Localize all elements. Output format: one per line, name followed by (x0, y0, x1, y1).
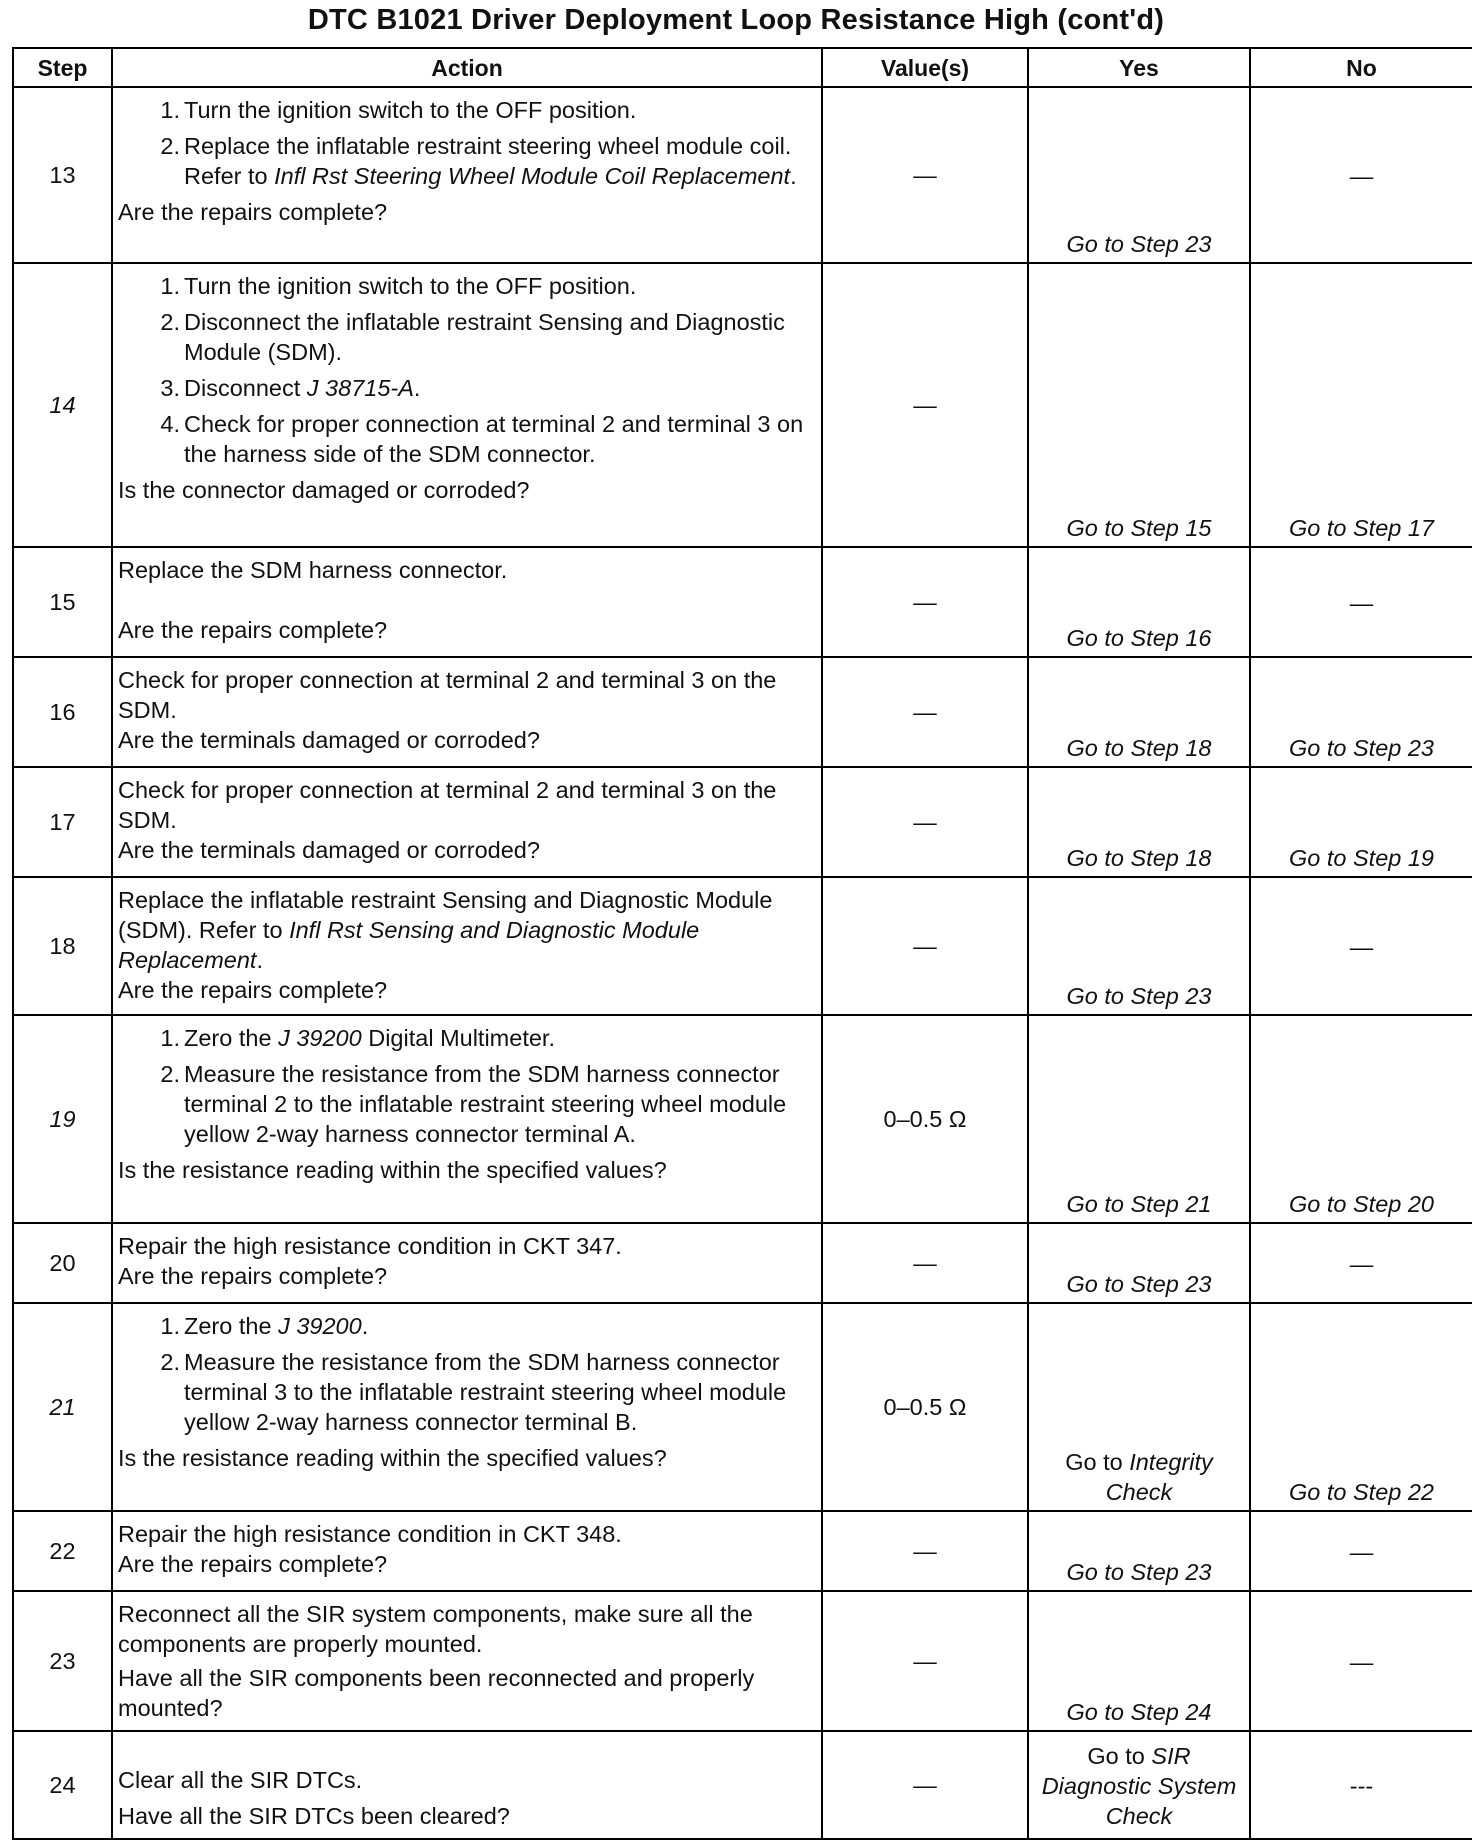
reference-link[interactable]: Integrity Check (1105, 1449, 1213, 1505)
action-cell (112, 767, 822, 877)
action-question: Is the connector damaged or corroded? (118, 477, 530, 503)
action-item: 2. Replace the inflatable restraint steering wheel module coil. Refer to Infl Rst Steering Wheel Module Coil Replacement. (160, 133, 797, 189)
step-number: 19 (13, 1015, 112, 1223)
no-cell: — (1250, 1591, 1472, 1731)
step-number: 18 (13, 877, 112, 1015)
no-cell: — (1250, 877, 1472, 1015)
action-item: 2. Measure the resistance from the SDM harness connector terminal 2 to the inflatable restraint steering wheel module yellow 2-way harness connector terminal A. (160, 1061, 787, 1147)
step-number: 13 (13, 87, 112, 263)
action-cell (112, 1223, 822, 1303)
step-number: 22 (13, 1511, 112, 1591)
yes-cell: Go to Step 23 (1028, 1223, 1250, 1303)
value-cell: — (822, 263, 1028, 547)
action-text: Replace the inflatable restraint Sensing and Diagnostic Module (SDM). Refer to (118, 887, 773, 943)
yes-cell: Go to Step 23 (1028, 87, 1250, 263)
table-row (13, 877, 1472, 1015)
action-question: Are the terminals damaged or corroded? (118, 837, 540, 863)
action-cell (112, 1303, 822, 1511)
no-cell: — (1250, 1223, 1472, 1303)
table-row (13, 1511, 1472, 1591)
yes-cell: Go to Step 16 (1028, 547, 1250, 657)
yes-cell: Go to Step 18 (1028, 657, 1250, 767)
table-row (13, 1731, 1472, 1839)
action-question: Have all the SIR DTCs been cleared? (118, 1803, 510, 1829)
table-header-row (13, 48, 1472, 87)
value-cell: 0–0.5 Ω (822, 1303, 1028, 1511)
yes-cell: Go to Step 23 (1028, 877, 1250, 1015)
action-cell: Replace the inflatable restraint Sensing and Diagnostic Module (SDM). Refer to Infl Rst Sensing and Diagnostic Module Replacement. Are the repairs complete? (112, 877, 822, 1015)
tool-reference: J 39200 (278, 1313, 362, 1339)
tool-reference: J 38715-A (306, 375, 414, 401)
action-item: 1. Zero the J 39200. (160, 1313, 369, 1339)
yes-cell: Go to Integrity Check (1028, 1303, 1250, 1511)
action-item: 2. Measure the resistance from the SDM harness connector terminal 3 to the inflatable restraint steering wheel module yellow 2-way harness connector terminal B. (160, 1349, 787, 1435)
action-item: 3. Disconnect J 38715-A. (160, 375, 421, 401)
action-cell (112, 263, 822, 547)
action-text: Repair the high resistance condition in CKT 348. (118, 1521, 622, 1547)
action-question: Are the repairs complete? (118, 617, 388, 643)
value-cell: — (822, 87, 1028, 263)
action-question: Are the repairs complete? (118, 977, 388, 1003)
reference-link[interactable]: Infl Rst Sensing and Diagnostic Module Replacement (118, 917, 700, 973)
no-cell: Go to Step 22 (1250, 1303, 1472, 1511)
step-number: 14 (13, 263, 112, 547)
table-row (13, 657, 1472, 767)
diagnostic-table (12, 47, 1472, 1840)
value-cell: — (822, 1591, 1028, 1731)
yes-cell: Go to Step 23 (1028, 1511, 1250, 1591)
table-row (13, 767, 1472, 877)
header-yes: Yes (1028, 48, 1250, 87)
header-values: Value(s) (822, 48, 1028, 87)
action-question: Is the resistance reading within the specified values? (118, 1445, 667, 1471)
step-number: 17 (13, 767, 112, 877)
yes-cell: Go to Step 18 (1028, 767, 1250, 877)
action-question: Are the repairs complete? (118, 1551, 388, 1577)
action-question: Have all the SIR components been reconnected and properly mounted? (118, 1665, 755, 1721)
yes-cell: Go to SIR Diagnostic System Check (1028, 1731, 1250, 1839)
table-row (13, 1591, 1472, 1731)
yes-cell: Go to Step 24 (1028, 1591, 1250, 1731)
action-item: 4. Check for proper connection at terminal 2 and terminal 3 on the harness side of the SDM connector. (160, 411, 804, 467)
page-title: DTC B1021 Driver Deployment Loop Resistance High (cont'd) (307, 4, 1165, 36)
action-text: Replace the SDM harness connector. (118, 557, 508, 583)
reference-link[interactable]: Infl Rst Steering Wheel Module Coil Replacement (274, 163, 791, 189)
header-step: Step (13, 48, 112, 87)
step-number: 15 (13, 547, 112, 657)
action-item: 2. Disconnect the inflatable restraint Sensing and Diagnostic Module (SDM). (160, 309, 785, 365)
value-cell: — (822, 1511, 1028, 1591)
header-action: Action (112, 48, 822, 87)
no-cell: Go to Step 20 (1250, 1015, 1472, 1223)
action-question: Are the terminals damaged or corroded? (118, 727, 540, 753)
action-cell (112, 1015, 822, 1223)
action-cell (112, 1731, 822, 1839)
action-cell (112, 547, 822, 657)
value-cell: — (822, 877, 1028, 1015)
table-row (13, 263, 1472, 547)
tool-reference: J 39200 (278, 1025, 362, 1051)
table-row (13, 87, 1472, 263)
value-cell: 0–0.5 Ω (822, 1015, 1028, 1223)
value-cell: — (822, 547, 1028, 657)
no-cell: — (1250, 547, 1472, 657)
action-text: Repair the high resistance condition in CKT 347. (118, 1233, 622, 1259)
no-cell: --- (1250, 1731, 1472, 1839)
action-cell (112, 1591, 822, 1731)
value-cell: — (822, 657, 1028, 767)
action-question: Are the repairs complete? (118, 1263, 388, 1289)
table-row (13, 1015, 1472, 1223)
action-question: Are the repairs complete? (118, 199, 388, 225)
value-cell: — (822, 767, 1028, 877)
step-number: 23 (13, 1591, 112, 1731)
yes-cell: Go to Step 21 (1028, 1015, 1250, 1223)
action-item: 1. Turn the ignition switch to the OFF position. (160, 273, 637, 299)
action-cell (112, 87, 822, 263)
no-cell: — (1250, 87, 1472, 263)
action-cell (112, 1511, 822, 1591)
table-row (13, 547, 1472, 657)
step-number: 21 (13, 1303, 112, 1511)
step-number: 24 (13, 1731, 112, 1839)
value-cell: — (822, 1223, 1028, 1303)
no-cell: Go to Step 23 (1250, 657, 1472, 767)
action-text: Reconnect all the SIR system components, make sure all the components are properly mounted. (118, 1601, 753, 1657)
no-cell: Go to Step 17 (1250, 263, 1472, 547)
value-cell: — (822, 1731, 1028, 1839)
action-question: Is the resistance reading within the specified values? (118, 1157, 667, 1183)
table-row (13, 1303, 1472, 1511)
action-item: 1. Zero the J 39200 Digital Multimeter. (160, 1025, 555, 1051)
reference-link[interactable]: SIR Diagnostic System Check (1041, 1742, 1237, 1829)
no-cell: — (1250, 1511, 1472, 1591)
header-no: No (1250, 48, 1472, 87)
yes-cell: Go to Step 15 (1028, 263, 1250, 547)
no-cell: Go to Step 19 (1250, 767, 1472, 877)
step-number: 16 (13, 657, 112, 767)
action-text: Check for proper connection at terminal 2 and terminal 3 on the SDM. (118, 777, 777, 833)
action-text: Clear all the SIR DTCs. (118, 1767, 363, 1793)
action-text: Check for proper connection at terminal 2 and terminal 3 on the SDM. (118, 667, 777, 723)
step-number: 20 (13, 1223, 112, 1303)
action-item: 1. Turn the ignition switch to the OFF position. (160, 97, 637, 123)
table-row (13, 1223, 1472, 1303)
action-cell (112, 657, 822, 767)
